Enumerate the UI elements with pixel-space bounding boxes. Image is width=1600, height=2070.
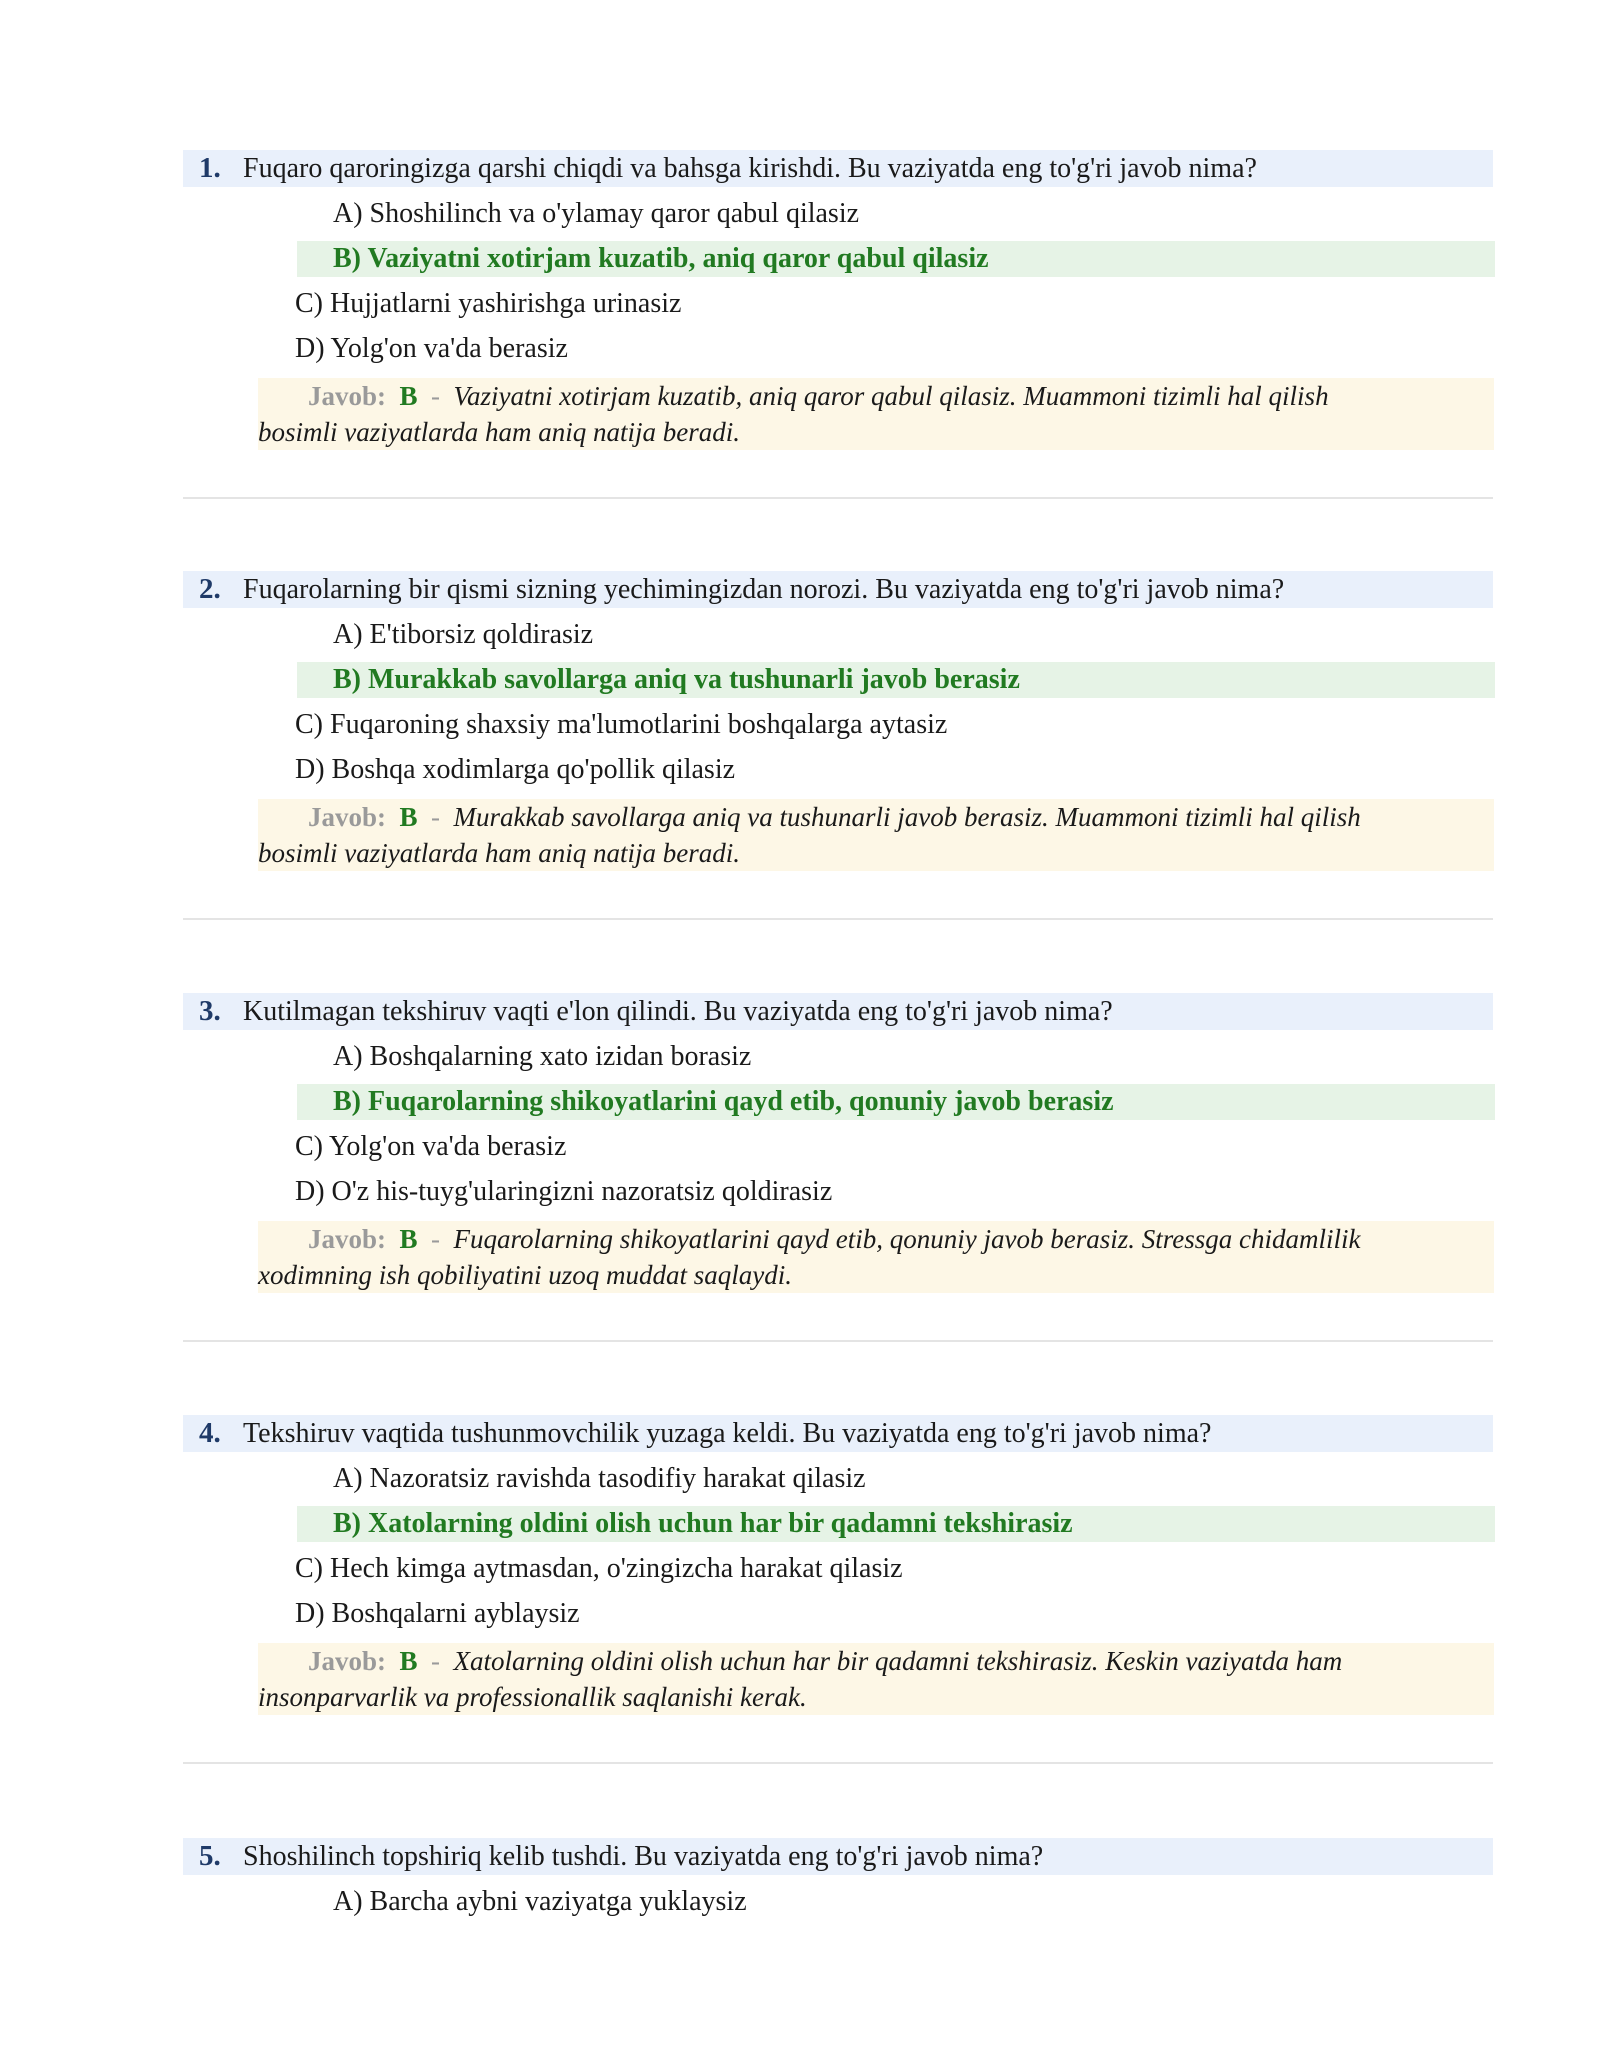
question-text: Shoshilinch topshiriq kelib tushdi. Bu vaziyatda eng to'g'ri javob nima? (243, 1841, 1044, 1872)
question-number: 3. (199, 995, 221, 1027)
answer-box (258, 1221, 1494, 1293)
answer-dash: - (431, 1646, 441, 1676)
divider (183, 1340, 1493, 1342)
answer-letter: B (399, 1224, 418, 1254)
answer-explanation-1: Vaziyatni xotirjam kuzatib, aniq qaror qabul qilasiz. Muammoni tizimli hal qilish (453, 381, 1329, 411)
answer-dash: - (431, 381, 441, 411)
answer-label: Javob: (308, 1224, 387, 1254)
answer-line-1 (308, 378, 1329, 414)
option-d: D) Yolg'on va'da berasiz (295, 333, 568, 364)
option-b-correct: B) Murakkab savollarga aniq va tushunarli javob berasiz (333, 664, 1020, 695)
answer-explanation-1: Xatolarning oldini olish uchun har bir qadamni tekshirasiz. Keskin vaziyatda ham (453, 1646, 1343, 1676)
question-text: Tekshiruv vaqtida tushunmovchilik yuzaga keldi. Bu vaziyatda eng to'g'ri javob nima? (243, 1418, 1212, 1449)
option-a: A) Boshqalarning xato izidan borasiz (333, 1041, 752, 1072)
answer-explanation-1: Fuqarolarning shikoyatlarini qayd etib, qonuniy javob berasiz. Stressga chidamlilik (453, 1224, 1361, 1254)
answer-letter: B (399, 1646, 418, 1676)
option-d: D) Boshqalarni ayblaysiz (295, 1598, 580, 1629)
option-d: D) Boshqa xodimlarga qo'pollik qilasiz (295, 754, 736, 785)
answer-box (258, 378, 1494, 450)
option-b-correct: B) Vaziyatni xotirjam kuzatib, aniq qaror qabul qilasiz (333, 243, 989, 274)
answer-label: Javob: (308, 1646, 387, 1676)
divider (183, 918, 1493, 920)
divider (183, 497, 1493, 499)
option-c: C) Yolg'on va'da berasiz (295, 1131, 567, 1162)
answer-label: Javob: (308, 802, 387, 832)
option-c: C) Hech kimga aytmasdan, o'zingizcha harakat qilasiz (295, 1553, 903, 1584)
answer-dash: - (431, 1224, 441, 1254)
answer-line-1 (308, 1221, 1360, 1257)
option-a: A) E'tiborsiz qoldirasiz (333, 619, 594, 650)
question-text: Fuqaro qaroringizga qarshi chiqdi va bahsga kirishdi. Bu vaziyatda eng to'g'ri javob nima? (243, 153, 1257, 184)
answer-letter: B (399, 802, 418, 832)
option-c: C) Fuqaroning shaxsiy ma'lumotlarini boshqalarga aytasiz (295, 709, 948, 740)
answer-explanation-2: xodimning ish qobiliyatini uzoq muddat saqlaydi. (258, 1260, 792, 1290)
answer-box (258, 1643, 1494, 1715)
answer-box (258, 799, 1494, 871)
answer-explanation-2: bosimli vaziyatlarda ham aniq natija beradi. (258, 417, 740, 447)
answer-label: Javob: (308, 381, 387, 411)
answer-explanation-2: bosimli vaziyatlarda ham aniq natija beradi. (258, 838, 740, 868)
question-number: 4. (199, 1417, 221, 1449)
option-a: A) Nazoratsiz ravishda tasodifiy harakat qilasiz (333, 1463, 866, 1494)
option-b-correct: B) Fuqarolarning shikoyatlarini qayd etib, qonuniy javob berasiz (333, 1086, 1114, 1117)
option-a: A) Shoshilinch va o'ylamay qaror qabul qilasiz (333, 198, 860, 229)
divider (183, 1762, 1493, 1764)
question-number: 5. (199, 1840, 221, 1872)
answer-dash: - (431, 802, 441, 832)
option-c: C) Hujjatlarni yashirishga urinasiz (295, 288, 682, 319)
answer-letter: B (399, 381, 418, 411)
answer-explanation-1: Murakkab savollarga aniq va tushunarli javob berasiz. Muammoni tizimli hal qilish (453, 802, 1361, 832)
answer-line-1 (308, 799, 1361, 835)
answer-explanation-2: insonparvarlik va professionallik saqlanishi kerak. (258, 1682, 807, 1712)
question-text: Fuqarolarning bir qismi sizning yechimingizdan norozi. Bu vaziyatda eng to'g'ri javob nima? (243, 574, 1285, 605)
question-number: 2. (199, 573, 221, 605)
answer-line-1 (308, 1643, 1342, 1679)
option-b-correct: B) Xatolarning oldini olish uchun har bir qadamni tekshirasiz (333, 1508, 1073, 1539)
option-a: A) Barcha aybni vaziyatga yuklaysiz (333, 1886, 747, 1917)
question-text: Kutilmagan tekshiruv vaqti e'lon qilindi. Bu vaziyatda eng to'g'ri javob nima? (243, 996, 1113, 1027)
question-number: 1. (199, 152, 221, 184)
option-d: D) O'z his-tuyg'ularingizni nazoratsiz qoldirasiz (295, 1176, 833, 1207)
